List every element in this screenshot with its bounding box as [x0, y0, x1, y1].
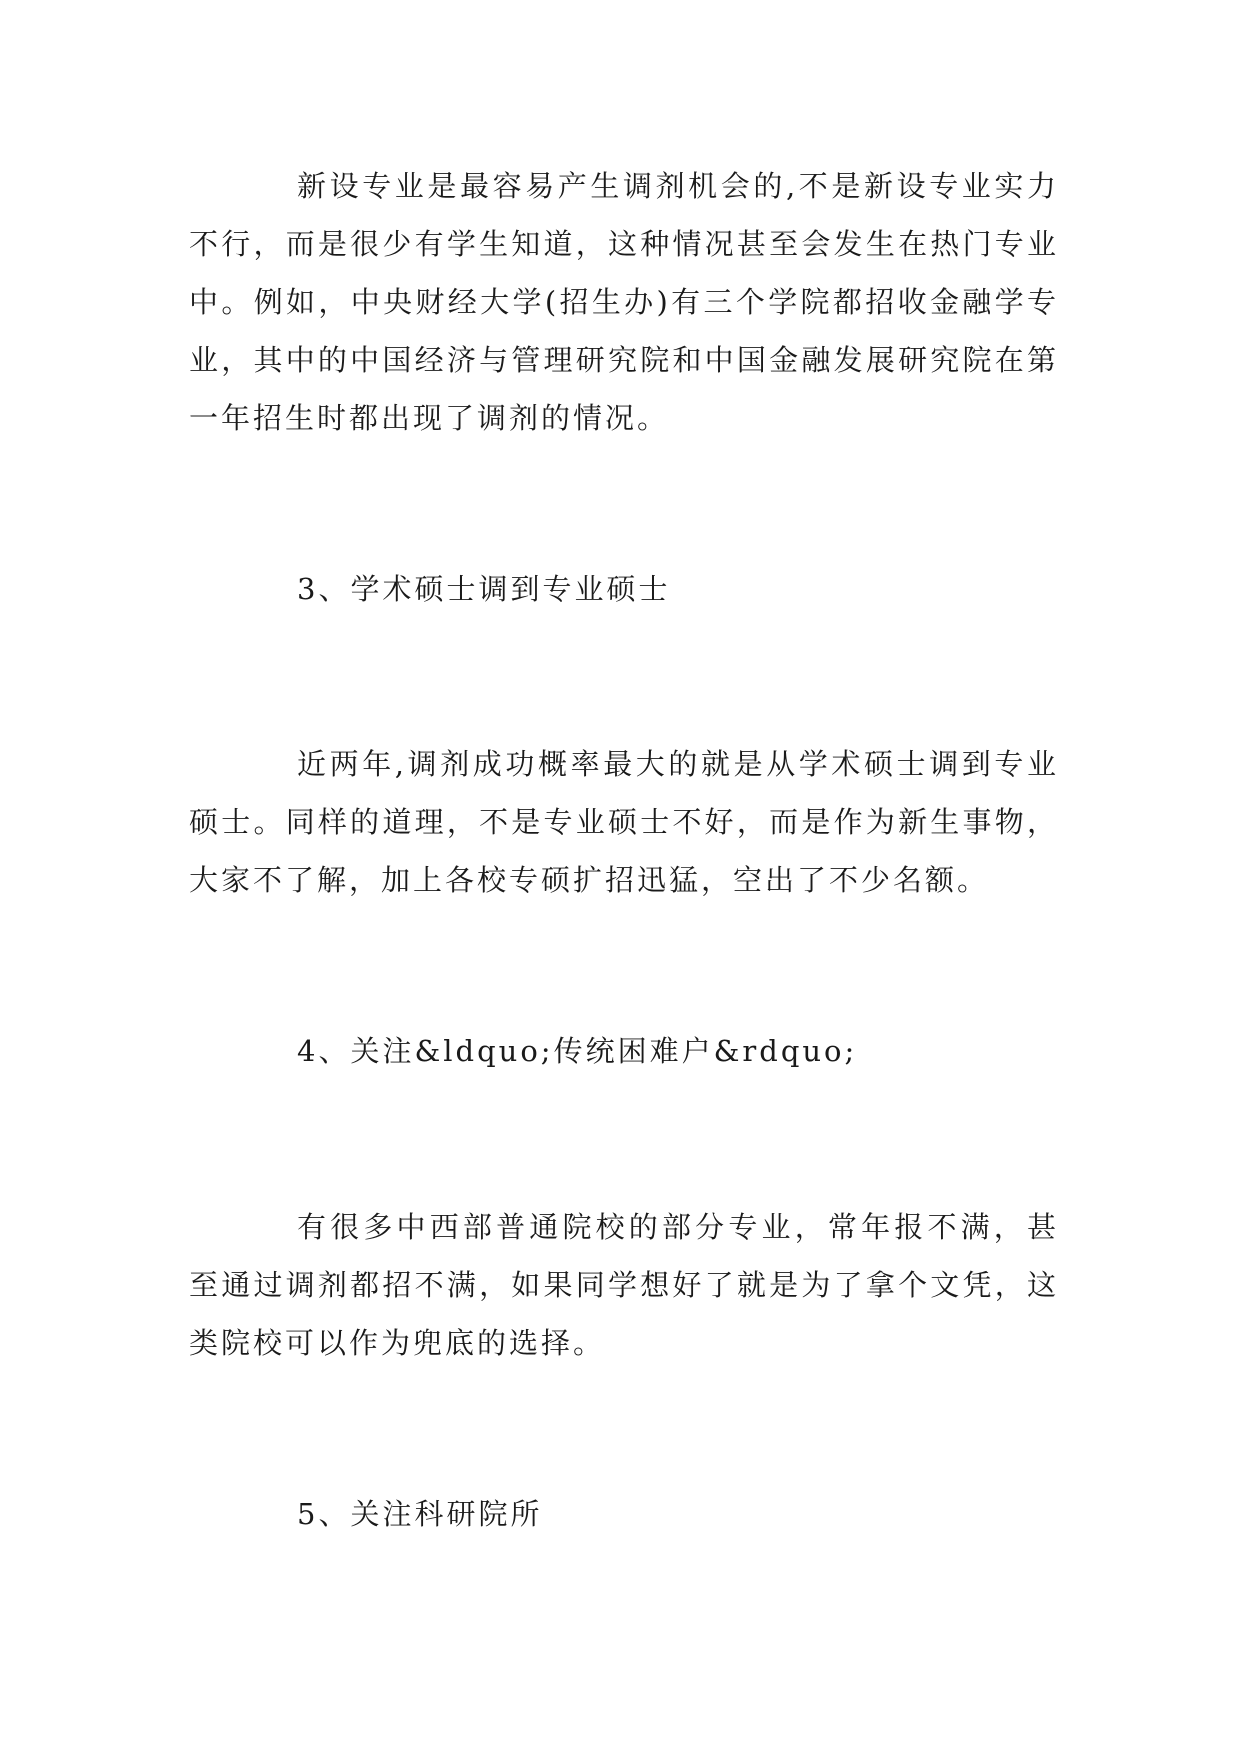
paragraph-central-western-schools: 有很多中西部普通院校的部分专业，常年报不满，甚至通过调剂都招不满，如果同学想好了就是为了拿个文凭，这类院校可以作为兜底的选择。 — [189, 1210, 1059, 1360]
paragraph-new-majors: 新设专业是最容易产生调剂机会的,不是新设专业实力不行，而是很少有学生知道，这种情况甚至会发生在热门专业中。例如，中央财经大学(招生办)有三个学院都招收金融学专业，其中的中国经济与管理研究院和中国金融发展研究院在第一年招生时都出现了调剂的情况。 — [189, 169, 1059, 435]
heading-4-traditional-difficult: 4、关注&ldquo;传统困难户&rdquo; — [297, 1034, 858, 1068]
paragraph-professional-masters: 近两年,调剂成功概率最大的就是从学术硕士调到专业硕士。同样的道理，不是专业硕士不好，而是作为新生事物，大家不了解，加上各校专硕扩招迅猛，空出了不少名额。 — [189, 747, 1059, 897]
heading-3-academic-to-professional: 3、学术硕士调到专业硕士 — [297, 572, 671, 606]
heading-5-research-institutes: 5、关注科研院所 — [297, 1497, 543, 1531]
